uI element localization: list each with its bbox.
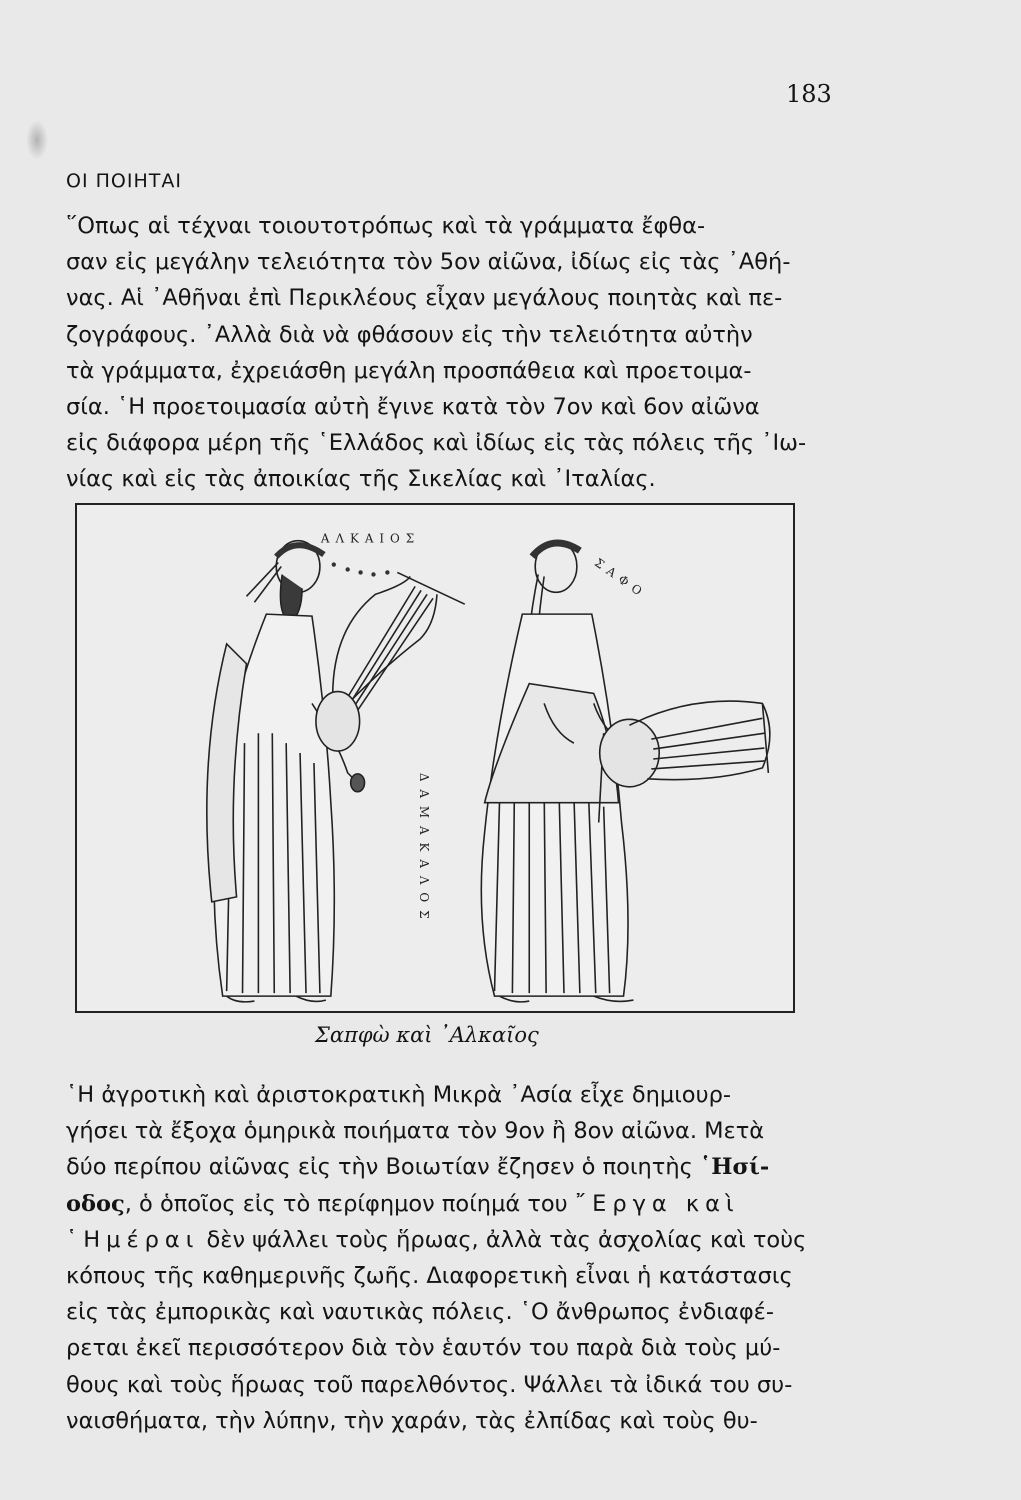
sappho-lyre bbox=[600, 701, 770, 787]
text-line: ῾Η ἀγροτικὴ καὶ ἀριστοκρατικὴ Μικρὰ ᾿Ασία εἶχε δημιουρ- bbox=[66, 1082, 731, 1108]
text-line: νας. Αἱ ᾿Αθῆναι ἐπὶ Περικλέους εἶχαν μεγάλους ποιητὰς καὶ πε- bbox=[66, 285, 783, 312]
vase-painting-illustration bbox=[75, 503, 795, 1013]
text-line bbox=[66, 1149, 856, 1185]
hesiod-name-part2: οδος bbox=[66, 1190, 125, 1217]
inscription-alcaeus: ΑΛΚΑΙΟΣ bbox=[320, 531, 421, 546]
text-line: σαν εἰς μεγάλην τελειότητα τὸν 5ον αἰῶνα, ἰδίως εἰς τὰς ᾿Αθή- bbox=[66, 249, 791, 276]
text-line: νίας καὶ εἰς τὰς ἀποικίας τῆς Σικελίας καὶ ᾿Ιταλίας. bbox=[66, 466, 656, 493]
text-line: γήσει τὰ ἔξοχα ὁμηρικὰ ποιήματα τὸν 9ον ἢ 8ον αἰῶνα. Μετὰ bbox=[66, 1118, 765, 1145]
text-line: εἰς διάφορα μέρη τῆς ῾Ελλάδος καὶ ἰδίως εἰς τὰς πόλεις τῆς ᾿Ιω- bbox=[66, 430, 807, 457]
text-line: εἰς τὰς ἐμπορικὰς καὶ ναυτικὰς πόλεις. ῾Ο ἄνθρωπος ἐνδιαφέ- bbox=[66, 1299, 774, 1326]
text-line: ῞Οπως αἱ τέχναι τοιουτοτρόπως καὶ τὰ γράμματα ἔφθα- bbox=[66, 213, 706, 239]
works-and-days-title-part2: ῾Ημέραι bbox=[66, 1226, 200, 1253]
text-line: θους καὶ τοὺς ἥρωας τοῦ παρελθόντος. Ψάλλει τὰ ἰδικά του συ- bbox=[66, 1371, 793, 1398]
scan-smudge bbox=[26, 120, 48, 160]
text-line bbox=[66, 1222, 856, 1258]
intro-paragraph bbox=[66, 208, 856, 498]
illustration-caption: Σαπφὼ καὶ ᾿Αλκαῖος bbox=[315, 1023, 539, 1047]
text-line: τὰ γράμματα, ἐχρειάσθη μεγάλη προσπάθεια καὶ προετοιμα- bbox=[66, 357, 752, 384]
page-number: 183 bbox=[786, 80, 832, 108]
hesiod-name-part1: ῾Ησί- bbox=[699, 1154, 770, 1181]
text-line: ρεται ἐκεῖ περισσότερον διὰ τὸν ἑαυτόν του παρὰ διὰ τοὺς μύ- bbox=[66, 1335, 781, 1362]
text-fragment: δύο περίπου αἰῶνας εἰς τὴν Βοιωτίαν ἔζησεν ὁ ποιητὴς bbox=[66, 1154, 693, 1181]
text-line: κόπους τῆς καθημερινῆς ζωῆς. Διαφορετικὴ εἶναι ἡ κατάστασις bbox=[66, 1263, 793, 1290]
hesiod-paragraph bbox=[66, 1077, 856, 1439]
alcaeus-figure bbox=[207, 541, 365, 1002]
text-fragment: δὲν ψάλλει τοὺς ἥρωας, ἀλλὰ τὰς ἀσχολίας καὶ τοὺς bbox=[206, 1226, 807, 1253]
text-line: ναισθήματα, τὴν λύπην, τὴν χαράν, τὰς ἐλπίδας καὶ τοὺς θυ- bbox=[66, 1407, 758, 1434]
inscription-center: ΔΑΜΑΚΑΛΟΣ bbox=[417, 772, 432, 927]
alcaeus-lyre bbox=[316, 572, 465, 751]
works-and-days-title-part1: ῎Εργα καὶ bbox=[574, 1190, 740, 1217]
inscription-dots bbox=[332, 562, 390, 576]
text-line bbox=[66, 1186, 856, 1222]
text-fragment: , ὁ ὁποῖος εἰς τὸ περίφημον ποίημά του bbox=[124, 1190, 568, 1217]
text-line: ζογράφους. ᾿Αλλὰ διὰ νὰ φθάσουν εἰς τὴν τελειότητα αὐτὴν bbox=[66, 321, 753, 348]
vase-painting-drawing bbox=[77, 505, 793, 1011]
section-heading: ΟΙ ΠΟΙΗΤΑΙ bbox=[66, 170, 182, 192]
inscription-sappho: ΣΑΦΟ bbox=[592, 555, 650, 602]
text-line: σία. ῾Η προετοιμασία αὐτὴ ἔγινε κατὰ τὸν 7ον καὶ 6ον αἰῶνα bbox=[66, 394, 760, 421]
